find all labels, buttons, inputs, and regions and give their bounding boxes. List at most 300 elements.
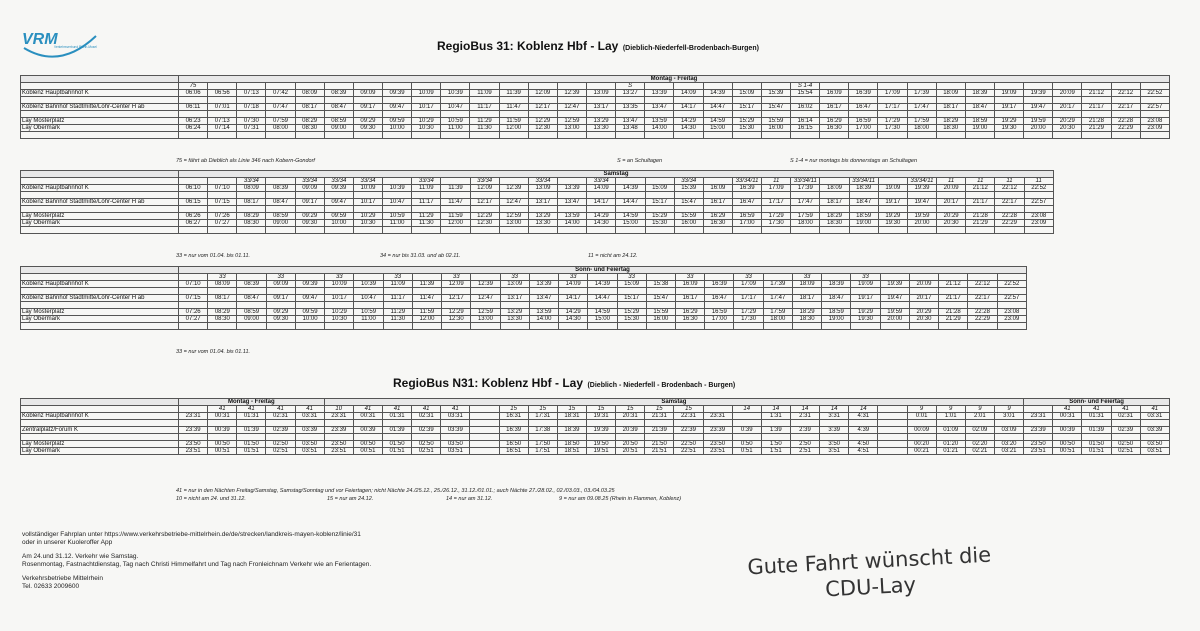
time-cell: 12:00 (499, 125, 528, 132)
empty-cell (295, 192, 324, 199)
day-header: Sonn- und Feiertag (179, 267, 1027, 274)
note-cell: 41 (353, 406, 382, 413)
time-cell: 0:39 (732, 427, 761, 434)
time-cell: 03:39 (441, 427, 470, 434)
note-cell (645, 83, 674, 90)
empty-cell (353, 206, 382, 213)
empty-cell (878, 227, 907, 234)
footnote-night-5: 9 = nur am 09.08.25 (Rhein in Flammen, Koblenz) (559, 496, 682, 502)
time-cell: 08:39 (266, 185, 295, 192)
time-cell: 16:29 (703, 213, 732, 220)
empty-cell (1053, 97, 1082, 104)
empty-cell (208, 302, 237, 309)
empty-cell (266, 97, 295, 104)
note-cell (266, 83, 295, 90)
time-cell: 09:29 (295, 213, 324, 220)
empty-cell (849, 192, 878, 199)
time-cell: 07:10 (179, 281, 208, 288)
time-cell: 02:51 (266, 448, 295, 455)
time-cell: 02:51 (1111, 448, 1140, 455)
note-cell: 33 (675, 274, 704, 281)
time-cell: 15:09 (732, 90, 761, 97)
empty-cell (997, 288, 1026, 295)
empty-cell (761, 132, 790, 139)
time-cell: 02:21 (965, 448, 994, 455)
time-cell: 19:31 (586, 413, 615, 420)
empty-cell (179, 206, 208, 213)
time-cell: 14:59 (703, 118, 732, 125)
empty-cell (208, 323, 237, 330)
note-cell: 33 (559, 274, 588, 281)
empty-cell (179, 111, 208, 118)
empty-cell (500, 323, 529, 330)
empty-cell (645, 420, 674, 427)
empty-cell (965, 132, 994, 139)
day-header: Sonn- und Feiertag (1024, 399, 1170, 406)
stop-row (21, 309, 1027, 316)
note-cell (470, 83, 499, 90)
time-cell: 03:51 (1140, 448, 1169, 455)
time-cell: 02:39 (412, 427, 441, 434)
note-cell (1140, 83, 1169, 90)
empty-cell (528, 97, 557, 104)
time-cell: 06:23 (179, 118, 208, 125)
spacer-row (21, 227, 1054, 234)
time-cell: 03:51 (295, 448, 324, 455)
empty-cell (849, 132, 878, 139)
time-cell: 09:39 (295, 281, 324, 288)
empty-cell (674, 420, 703, 427)
note-cell: 9 (907, 406, 936, 413)
note-cell (820, 83, 849, 90)
empty-cell (674, 132, 703, 139)
empty-cell (586, 434, 615, 441)
note-cell (616, 178, 645, 185)
time-cell: 00:51 (208, 448, 237, 455)
empty-cell (675, 323, 704, 330)
empty-cell (237, 111, 266, 118)
time-cell: 12:30 (528, 125, 557, 132)
time-cell: 19:09 (994, 90, 1023, 97)
time-cell: 17:38 (528, 427, 557, 434)
empty-cell (470, 192, 499, 199)
time-cell: 01:09 (936, 427, 965, 434)
spacer-row (21, 420, 1170, 427)
time-cell: 16:02 (790, 104, 819, 111)
empty-cell (763, 288, 792, 295)
time-cell: 10:59 (354, 309, 383, 316)
time-cell: 3:31 (820, 413, 849, 420)
empty-cell (441, 227, 470, 234)
time-cell: 00:50 (353, 441, 382, 448)
time-cell: 15:39 (674, 185, 703, 192)
empty-cell (907, 206, 936, 213)
logo-subtext: Verkehrsverbund Rhein-Mosel (54, 45, 97, 49)
empty-cell (383, 206, 412, 213)
note-cell: 15 (586, 406, 615, 413)
note-cell (1024, 83, 1053, 90)
spacer-row (21, 97, 1170, 104)
empty-cell (790, 132, 819, 139)
note-cell: 41 (208, 406, 237, 413)
stop-name-cell: Zentralplatz/Forum K (21, 427, 179, 434)
stop-name-cell (21, 302, 179, 309)
time-cell: 21:17 (966, 199, 995, 206)
time-cell: 00:39 (208, 427, 237, 434)
time-cell: 23:39 (179, 427, 208, 434)
empty-cell (937, 227, 966, 234)
empty-cell (645, 206, 674, 213)
time-cell: 20:29 (937, 213, 966, 220)
time-cell: 10:29 (412, 118, 441, 125)
empty-cell (208, 434, 237, 441)
time-cell: 17:59 (791, 213, 820, 220)
note-cell (674, 83, 703, 90)
time-cell: 06:24 (179, 125, 208, 132)
time-cell: 16:39 (732, 185, 761, 192)
note-cell: 11 (762, 178, 791, 185)
time-cell: 18:47 (849, 199, 878, 206)
time-cell: 02:50 (266, 441, 295, 448)
note-cell (936, 83, 965, 90)
empty-cell (822, 288, 851, 295)
empty-cell (528, 420, 557, 427)
time-cell: 13:47 (558, 199, 587, 206)
footnote-weekday-3: S 1-4 = nur montags bis donnerstags an Schultagen (790, 158, 918, 164)
time-cell: 11:47 (499, 104, 528, 111)
empty-cell (295, 206, 324, 213)
note-cell (557, 83, 586, 90)
time-cell: 20:30 (1053, 125, 1082, 132)
time-cell: 13:00 (557, 125, 586, 132)
note-cell (703, 406, 732, 413)
time-cell: 12:09 (528, 90, 557, 97)
empty-cell (761, 420, 790, 427)
time-cell: 1:39 (761, 427, 790, 434)
note-cell: 33/34 (412, 178, 441, 185)
note-cell: 33 (792, 274, 821, 281)
empty-cell (499, 420, 528, 427)
empty-cell (792, 288, 821, 295)
time-cell: 14:09 (674, 90, 703, 97)
time-cell: 08:09 (208, 281, 237, 288)
time-cell: 09:47 (295, 295, 324, 302)
empty-cell (324, 97, 353, 104)
empty-cell (383, 192, 412, 199)
empty-cell (1024, 132, 1053, 139)
footer-line-ferien: Rosenmontag, Fastnachtdienstag, Tag nach Christi Himmelfahrt und Tag nach Fronleichnam Verkehr wie an Ferientagen. (22, 561, 372, 568)
time-cell: 12:17 (528, 104, 557, 111)
empty-cell (703, 227, 732, 234)
time-cell: 02:31 (266, 413, 295, 420)
empty-cell (208, 132, 237, 139)
empty-cell (441, 132, 470, 139)
note-cell (703, 178, 732, 185)
time-cell: 07:30 (237, 118, 266, 125)
time-cell: 19:30 (851, 316, 880, 323)
empty-cell (1082, 434, 1111, 441)
empty-cell (557, 97, 586, 104)
time-cell: 18:30 (820, 220, 849, 227)
time-cell: 18:50 (557, 441, 586, 448)
empty-cell (1082, 111, 1111, 118)
note-cell: 15 (674, 406, 703, 413)
empty-cell (412, 97, 441, 104)
time-cell: 01:50 (237, 441, 266, 448)
stop-name-cell: Koblenz Hauptbahnhof K (21, 281, 179, 288)
time-cell: 01:21 (936, 448, 965, 455)
time-cell: 11:17 (470, 104, 499, 111)
empty-cell (295, 97, 324, 104)
time-cell: 22:57 (1024, 199, 1053, 206)
time-cell: 02:09 (965, 427, 994, 434)
time-cell: 00:20 (907, 441, 936, 448)
note-cell (237, 274, 266, 281)
time-cell: 17:59 (763, 309, 792, 316)
empty-cell (412, 302, 441, 309)
time-cell: 10:59 (383, 213, 412, 220)
note-cell: 33/34/11 (791, 178, 820, 185)
time-cell: 13:29 (528, 213, 557, 220)
footer-line-company: Verkehrsbetriebe Mittelrhein (22, 575, 103, 582)
time-cell: 17:00 (705, 316, 734, 323)
empty-cell (968, 288, 997, 295)
stop-name-cell (21, 288, 179, 295)
empty-cell (880, 323, 909, 330)
time-cell: 15:00 (588, 316, 617, 323)
empty-cell (617, 323, 646, 330)
time-cell: 01:39 (237, 427, 266, 434)
empty-cell (966, 227, 995, 234)
empty-cell (965, 434, 994, 441)
stop-name-cell (21, 399, 179, 406)
time-cell: 10:39 (383, 185, 412, 192)
time-cell (732, 413, 761, 420)
time-cell: 19:30 (878, 220, 907, 227)
empty-cell (790, 97, 819, 104)
time-cell: 15:17 (617, 295, 646, 302)
empty-cell (790, 434, 819, 441)
time-cell: 03:20 (994, 441, 1023, 448)
time-cell: 08:59 (237, 309, 266, 316)
empty-cell (237, 97, 266, 104)
empty-cell (820, 227, 849, 234)
note-cell: 41 (295, 406, 324, 413)
note-cell (470, 406, 499, 413)
spacer-row (21, 132, 1170, 139)
empty-cell (1082, 132, 1111, 139)
time-cell: 15:00 (616, 220, 645, 227)
note-cell (822, 274, 851, 281)
time-cell: 21:28 (939, 309, 968, 316)
footnote-night-4: 14 = nur am 31.12. (446, 496, 493, 502)
empty-cell (616, 192, 645, 199)
time-cell: 22:17 (995, 199, 1024, 206)
empty-cell (907, 434, 936, 441)
empty-cell (499, 111, 528, 118)
empty-cell (1111, 420, 1140, 427)
empty-cell (587, 227, 616, 234)
time-cell: 18:59 (822, 309, 851, 316)
time-cell: 08:29 (295, 118, 324, 125)
time-cell: 08:00 (266, 125, 295, 132)
empty-cell (1140, 111, 1169, 118)
time-cell: 14:30 (587, 220, 616, 227)
time-cell: 23:31 (703, 413, 732, 420)
empty-cell (1140, 420, 1169, 427)
time-cell: 15:30 (732, 125, 761, 132)
empty-cell (382, 132, 411, 139)
empty-cell (586, 111, 615, 118)
time-cell: 11:00 (354, 316, 383, 323)
stop-name-cell: Lay Mosterplatz (21, 213, 179, 220)
note-cell: S 1-4 (790, 83, 819, 90)
vrm-logo (20, 26, 100, 62)
time-cell: 08:47 (237, 295, 266, 302)
stop-row (21, 427, 1170, 434)
stop-name-cell (21, 132, 179, 139)
empty-cell (382, 420, 411, 427)
empty-cell (208, 420, 237, 427)
note-cell: 15 (557, 406, 586, 413)
empty-cell (907, 192, 936, 199)
time-cell: 12:39 (557, 90, 586, 97)
time-cell: 01:51 (382, 448, 411, 455)
stop-name-cell: Lay Obermark (21, 220, 179, 227)
empty-cell (1024, 227, 1053, 234)
empty-cell (616, 206, 645, 213)
empty-cell (820, 132, 849, 139)
time-cell: 20:30 (909, 316, 938, 323)
time-cell: 00:50 (208, 441, 237, 448)
empty-cell (851, 288, 880, 295)
empty-cell (732, 111, 761, 118)
title2-main: RegioBus N31: Koblenz Hbf - Lay (393, 376, 584, 390)
time-cell: 11:09 (383, 281, 412, 288)
time-cell: 15:29 (732, 118, 761, 125)
empty-cell (939, 323, 968, 330)
empty-cell (997, 323, 1026, 330)
note-cell: 33/34/11 (907, 178, 936, 185)
note-cell (878, 178, 907, 185)
time-cell: 14:39 (588, 281, 617, 288)
empty-cell (674, 111, 703, 118)
time-cell: 16:39 (499, 427, 528, 434)
time-cell: 4:51 (849, 448, 878, 455)
empty-cell (441, 97, 470, 104)
time-cell: 09:29 (353, 118, 382, 125)
time-cell: 19:47 (907, 199, 936, 206)
empty-cell (266, 288, 295, 295)
empty-cell (909, 323, 938, 330)
empty-cell (470, 434, 499, 441)
time-cell: 19:59 (1024, 118, 1053, 125)
time-cell: 14:47 (588, 295, 617, 302)
footnote-saturday-1: 33 = nur vom 01.04. bis 01.11. (176, 253, 251, 259)
empty-cell (997, 302, 1026, 309)
note-cell: 14 (761, 406, 790, 413)
time-cell: 14:17 (674, 104, 703, 111)
time-cell: 00:09 (907, 427, 936, 434)
day-header: Samstag (179, 171, 1054, 178)
note-cell (880, 274, 909, 281)
stop-row (21, 295, 1027, 302)
empty-cell (587, 206, 616, 213)
note-cell (705, 274, 734, 281)
empty-cell (353, 192, 382, 199)
empty-cell (820, 434, 849, 441)
footer-line-app: oder in unserer Kuoleroffer App (22, 539, 113, 546)
empty-cell (442, 302, 471, 309)
note-cell (1053, 83, 1082, 90)
time-cell: 02:31 (412, 413, 441, 420)
time-cell: 09:47 (324, 199, 353, 206)
time-cell: 14:39 (703, 90, 732, 97)
time-cell: 18:51 (557, 448, 586, 455)
timetable-weekday (20, 75, 1170, 139)
footnote-night-3: 15 = nur am 24.12. (327, 496, 374, 502)
time-cell: 03:09 (994, 427, 1023, 434)
time-cell: 07:13 (208, 118, 237, 125)
time-cell: 23:50 (324, 441, 353, 448)
time-cell: 08:30 (208, 316, 237, 323)
time-cell: 19:09 (851, 281, 880, 288)
empty-cell (645, 132, 674, 139)
empty-cell (762, 206, 791, 213)
time-cell: 17:29 (762, 213, 791, 220)
time-cell: 23:51 (324, 448, 353, 455)
time-cell: 03:50 (295, 441, 324, 448)
time-cell: 10:47 (383, 199, 412, 206)
empty-cell (179, 132, 208, 139)
time-cell: 14:47 (616, 199, 645, 206)
empty-cell (557, 420, 586, 427)
stop-name-cell (21, 406, 179, 413)
stop-row (21, 441, 1170, 448)
time-cell: 20:00 (1024, 125, 1053, 132)
empty-cell (587, 192, 616, 199)
empty-cell (703, 97, 732, 104)
note-cell: 33/34 (470, 178, 499, 185)
time-cell: 14:17 (559, 295, 588, 302)
empty-cell (559, 323, 588, 330)
empty-cell (907, 420, 936, 427)
note-cell: 33/34 (353, 178, 382, 185)
empty-cell (382, 434, 411, 441)
note-cell: 41 (1082, 406, 1111, 413)
time-cell: 19:09 (878, 185, 907, 192)
empty-cell (324, 111, 353, 118)
time-cell: 12:17 (470, 199, 499, 206)
empty-cell (1140, 434, 1169, 441)
timetable-sunday (20, 266, 1027, 330)
time-cell: 02:39 (266, 427, 295, 434)
note-cell (968, 274, 997, 281)
time-cell: 16:09 (675, 281, 704, 288)
empty-cell (237, 323, 266, 330)
footnote-night-1: 41 = nur in den Nächten Freitag/Samstag, Samstag/Sonntag und vor Feiertagen; nicht Nächte 24./25.12., 25./26.12., 31.12./01.01.; auch Nächte 27./28.02., 02./03.03., 03./04.03.25 (176, 488, 615, 494)
empty-cell (1082, 97, 1111, 104)
time-cell: 07:15 (179, 295, 208, 302)
stop-row (21, 199, 1054, 206)
empty-cell (441, 111, 470, 118)
time-cell: 22:12 (995, 185, 1024, 192)
empty-cell (266, 206, 295, 213)
time-cell: 21:28 (966, 213, 995, 220)
stop-row (21, 448, 1170, 455)
time-cell: 18:09 (936, 90, 965, 97)
time-cell: 11:47 (441, 199, 470, 206)
